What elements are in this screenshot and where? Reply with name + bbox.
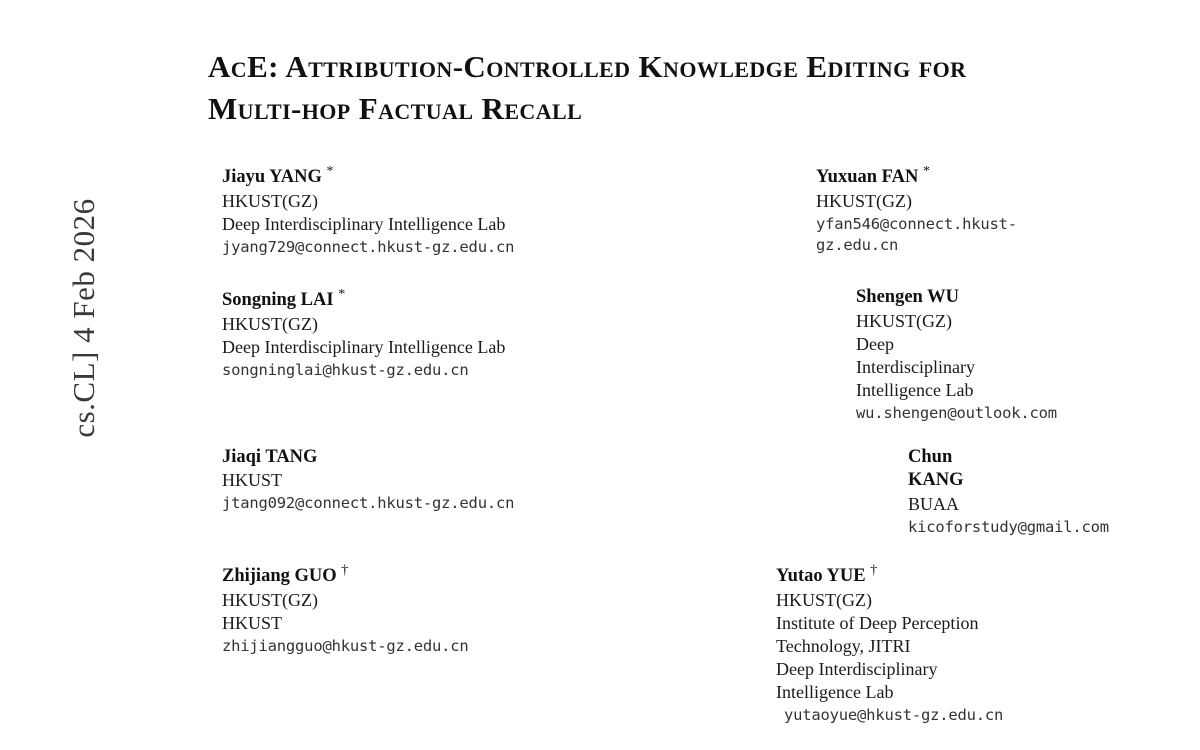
author-block: [208, 163, 1109, 726]
author-affiliation: Institute of Deep Perception Technology, JITRI: [776, 612, 979, 656]
author-entry-songning-lai: [208, 286, 608, 424]
author-name: [222, 286, 608, 313]
author-name-text: Yutao YUE: [776, 566, 866, 587]
author-entry-chun-kang: [608, 446, 1109, 538]
author-symbol: *: [338, 286, 346, 302]
author-affiliation: HKUST(GZ): [222, 313, 318, 334]
author-email[interactable]: wu.shengen@outlook.com: [856, 403, 1057, 422]
author-name-text: Yuxuan FAN: [816, 167, 919, 188]
author-affiliation: HKUST(GZ): [222, 190, 318, 211]
author-symbol: †: [341, 562, 349, 578]
author-entry-shengen-wu: [608, 286, 1057, 424]
author-entry-yutao-yue: [608, 562, 1008, 726]
author-name: [222, 446, 608, 470]
author-email[interactable]: kicoforstudy@gmail.com: [908, 517, 1109, 536]
author-affiliation: HKUST(GZ): [222, 589, 318, 610]
arxiv-identifier-stamp: cs.CL] 4 Feb 2026: [66, 198, 101, 438]
author-name-text: Jiayu YANG: [222, 167, 322, 188]
author-affiliation: HKUST(GZ): [816, 190, 912, 211]
author-affiliation: Deep Interdisciplinary Intelligence Lab: [776, 658, 938, 702]
author-name-text: Shengen WU: [856, 286, 959, 307]
author-name: [816, 163, 1008, 190]
author-email[interactable]: yfan546@connect.hkust-gz.edu.cn: [816, 214, 1017, 254]
author-symbol: †: [870, 562, 878, 578]
author-entry-jiaqi-tang: [208, 446, 608, 538]
author-name-text: Chun KANG: [908, 446, 964, 491]
author-name: [776, 562, 1008, 589]
author-name-text: Zhijiang GUO: [222, 566, 337, 587]
author-entry-jiayu-yang: [208, 163, 608, 258]
author-affiliation: HKUST: [222, 470, 283, 491]
author-email[interactable]: jyang729@connect.hkust-gz.edu.cn: [222, 237, 515, 256]
author-entry-zhijiang-guo: [208, 562, 608, 726]
author-row: [208, 562, 1008, 726]
author-name: [908, 446, 1008, 493]
author-affiliation: Deep Interdisciplinary Intelligence Lab: [222, 213, 506, 234]
author-row: [208, 286, 1057, 424]
author-name: [222, 163, 608, 190]
author-row: [208, 446, 1109, 538]
author-email[interactable]: jtang092@connect.hkust-gz.edu.cn: [222, 494, 515, 513]
author-email[interactable]: songninglai@hkust-gz.edu.cn: [222, 360, 469, 379]
author-entry-yuxuan-fan: [608, 163, 1017, 258]
author-affiliation: HKUST: [222, 612, 283, 633]
author-affiliation: Deep Interdisciplinary Intelligence Lab: [222, 336, 506, 357]
author-affiliation: HKUST(GZ): [776, 589, 872, 610]
author-name: [856, 286, 1008, 310]
author-affiliation: HKUST(GZ): [856, 310, 952, 331]
author-email[interactable]: zhijiangguo@hkust-gz.edu.cn: [222, 636, 469, 655]
author-affiliation: Deep Interdisciplinary Intelligence Lab: [856, 333, 975, 400]
author-name: [222, 562, 608, 589]
page-title: AcE: Attribution-Controlled Knowledge Editing for Multi-hop Factual Recall: [208, 49, 967, 126]
author-symbol: *: [922, 164, 930, 180]
author-name-text: Songning LAI: [222, 290, 334, 311]
author-name-text: Jiaqi TANG: [222, 446, 318, 467]
author-row: [208, 163, 1017, 258]
paper-front-matter: [208, 0, 1109, 750]
author-affiliation: BUAA: [908, 493, 960, 514]
author-email[interactable]: yutaoyue@hkust-gz.edu.cn: [784, 705, 1004, 724]
author-symbol: *: [326, 164, 334, 180]
